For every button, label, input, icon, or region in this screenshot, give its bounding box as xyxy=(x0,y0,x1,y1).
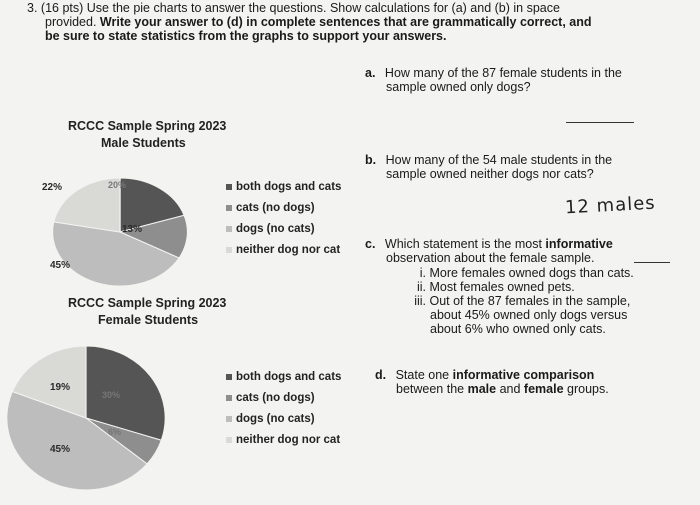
legend-swatch xyxy=(226,205,232,211)
part-c-letter: c. xyxy=(365,237,376,251)
part-d-female: female xyxy=(523,382,564,396)
female-slice-label-neither: 19% xyxy=(50,382,71,393)
option-number: i. xyxy=(419,266,426,280)
part-c-option-1 xyxy=(400,266,690,280)
question-intro-cont: provided. xyxy=(45,15,97,29)
male-pie-chart xyxy=(20,160,220,300)
male-legend-item-both xyxy=(226,176,341,197)
part-c-option-3-line2: about 45% owned only dogs versus xyxy=(430,308,628,322)
legend-label: neither dog nor cat xyxy=(236,433,341,446)
part-d-line1: State one xyxy=(395,368,450,382)
male-legend-item-neither xyxy=(226,239,341,260)
part-d-line1-bold: informative comparison xyxy=(452,368,595,382)
legend-swatch xyxy=(226,437,232,443)
legend-label: both dogs and cats xyxy=(236,180,342,193)
male-chart-title-line2: Male Students xyxy=(101,136,186,150)
part-a-line1: How many of the 87 female students in the xyxy=(384,66,622,80)
question-header xyxy=(27,1,677,43)
male-slice-label-dogs: 45% xyxy=(50,260,71,271)
part-c-option-2 xyxy=(400,280,690,294)
legend-label: cats (no dogs) xyxy=(236,391,315,404)
part-c-option-3 xyxy=(400,294,690,308)
option-text: Most females owned pets. xyxy=(429,280,575,294)
part-c-option-3-line3: about 6% who owned only cats. xyxy=(430,322,606,336)
part-c-line1: Which statement is the most xyxy=(384,237,542,251)
female-legend-item-both xyxy=(226,366,341,387)
part-a-answer-blank[interactable] xyxy=(566,122,634,123)
legend-label: both dogs and cats xyxy=(236,370,342,383)
legend-swatch xyxy=(226,184,232,190)
question-intro-bold1: Write your answer to (d) in complete sentences that are grammatically correct, and xyxy=(99,15,592,29)
female-legend xyxy=(226,366,341,450)
legend-swatch xyxy=(226,374,232,380)
part-d-male: male xyxy=(467,382,497,396)
male-legend-item-dogs xyxy=(226,218,341,239)
part-d-letter: d. xyxy=(375,368,387,382)
part-b-letter: b. xyxy=(365,153,377,167)
female-chart-title-line1: RCCC Sample Spring 2023 xyxy=(68,296,227,310)
part-d-line2: between the xyxy=(396,382,465,396)
female-legend-item-cats xyxy=(226,387,341,408)
part-a-line2: sample owned only dogs? xyxy=(386,80,531,94)
male-slice-label-cats: 13% xyxy=(122,224,143,235)
legend-label: neither dog nor cat xyxy=(236,243,341,256)
part-c-options xyxy=(400,266,690,336)
part-b-handwritten-answer: 12 males xyxy=(564,192,657,219)
part-b-line1: How many of the 54 male students in the xyxy=(385,153,613,167)
part-c-line2: observation about the female sample. xyxy=(386,251,595,265)
part-c xyxy=(365,237,685,265)
part-b xyxy=(365,153,665,181)
option-number: iii. xyxy=(414,294,426,308)
question-intro-bold2: be sure to state statistics from the graphs to support your answers. xyxy=(45,29,447,43)
option-text: Out of the 87 females in the sample, xyxy=(429,294,631,308)
legend-label: cats (no dogs) xyxy=(236,201,315,214)
female-chart-title-line2: Female Students xyxy=(98,313,199,327)
part-a-letter: a. xyxy=(365,66,376,80)
female-legend-item-neither xyxy=(226,429,341,450)
legend-label: dogs (no cats) xyxy=(236,222,315,235)
male-chart-title-line1: RCCC Sample Spring 2023 xyxy=(68,119,227,133)
question-number: 3. xyxy=(27,1,38,15)
female-chart-title xyxy=(68,295,226,329)
legend-swatch xyxy=(226,395,232,401)
female-pie-chart xyxy=(0,338,230,498)
legend-swatch xyxy=(226,416,232,422)
part-c-line1-bold: informative xyxy=(545,237,613,251)
part-d xyxy=(375,368,685,396)
female-slice-label-cats: 6% xyxy=(108,427,122,437)
part-d-groups: groups. xyxy=(567,382,609,396)
legend-swatch xyxy=(226,247,232,253)
part-d-and: and xyxy=(499,382,521,396)
question-intro: (16 pts) Use the pie charts to answer the questions. Show calculations for (a) and (b) in space xyxy=(40,1,560,15)
male-slice-label-neither: 22% xyxy=(42,182,63,193)
female-slice-label-dogs: 45% xyxy=(50,444,71,455)
part-c-answer-blank[interactable] xyxy=(634,262,670,263)
faded-background-text xyxy=(40,84,310,98)
female-slice-label-both: 30% xyxy=(102,390,121,400)
option-number: ii. xyxy=(416,280,426,294)
legend-swatch xyxy=(226,226,232,232)
legend-label: dogs (no cats) xyxy=(236,412,315,425)
option-text: More females owned dogs than cats. xyxy=(429,266,634,280)
male-chart-title xyxy=(68,118,226,152)
male-legend xyxy=(226,176,341,260)
part-b-line2: sample owned neither dogs nor cats? xyxy=(386,167,594,181)
female-legend-item-dogs xyxy=(226,408,341,429)
male-legend-item-cats xyxy=(226,197,341,218)
male-slice-label-both: 20% xyxy=(108,180,127,190)
part-a xyxy=(365,66,665,94)
